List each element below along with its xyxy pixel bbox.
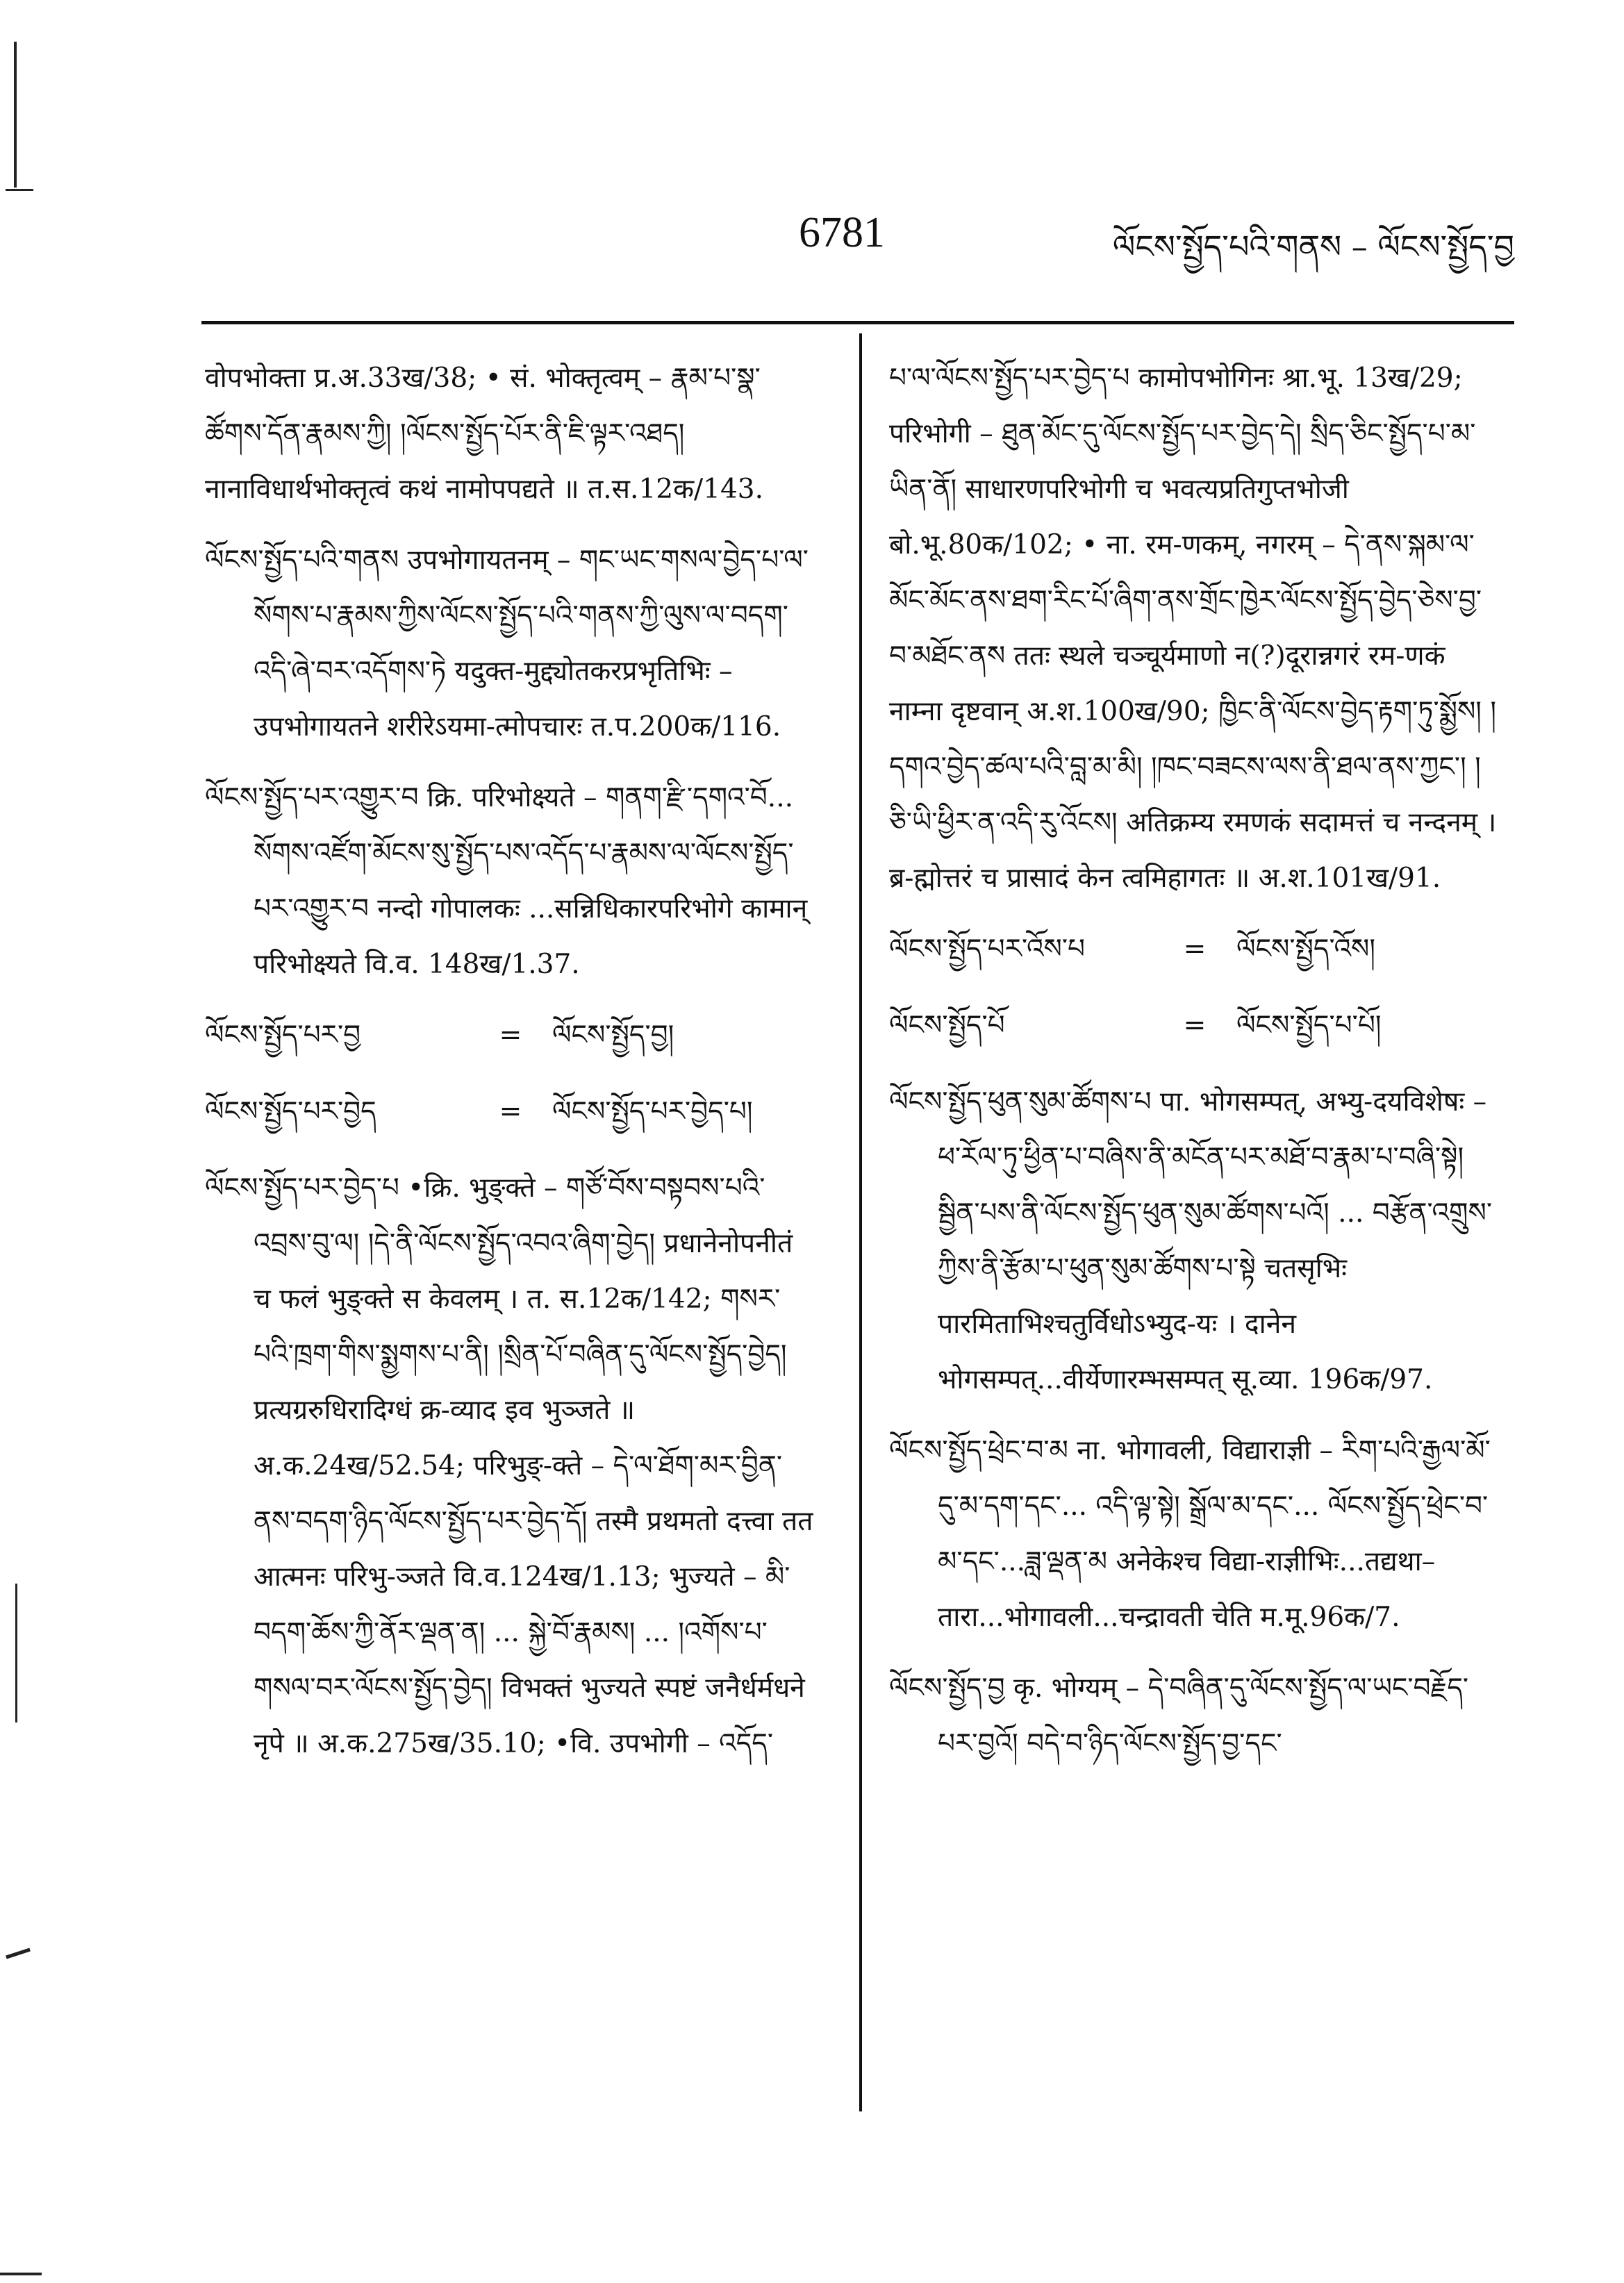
cross-reference [205, 1084, 816, 1140]
dictionary-entry [205, 770, 816, 993]
entry-text: ལོངས་སྤྱོད་པར་བྱེད་པ •क्रि. भुङ्क्ते – གཙོ་བོས་བསྟབས་པའི་འབྲས་བུ་ལ། །དེ་ནི་ལོངས་སྤྱོད་འབའ་ཞིག་བྱེད། प्रधानेनोपनीतं च फलं भुङ्क्ते स केवलम् । त. स.12क/142; གསར་པའི་ཁྲག་གིས་སྨྱགས་པ་ནི། །སྲིན་པོ་བཞིན་དུ་ལོངས་སྤྱོད་བྱེད། प्रत्यग्ररुधिरादिग्धं क्र-व्याद इव भुञ्जते ॥ अ.क.24ख/52.54; परिभुङ्-क्ते – དེ་ལ་ཐོག་མར་བྱིན་ནས་བདག་ཉིད་ལོངས་སྤྱོད་པར་བྱེད་དོ། तस्मै प्रथमतो दत्त्वा तत आत्मनः परिभु-ञ्जते वि.व.124ख/1.13; भुज्यते – མི་བདག་ཆོས་ཀྱི་ནོར་ལྡན་ན། ... སྐྱེ་བོ་རྣམས། ... །འགོས་པ་གསལ་བར་ལོངས་སྤྱོད་བྱེད། विभक्तं भुज्यते स्पष्टं जनैर्धर्मधने नृपे ॥ अ.क.275ख/35.10; •वि. उपभोगी – འདོད་ [205, 1172, 813, 1759]
xref-headword: ལོངས་སྤྱོད་པོ [889, 1010, 1005, 1041]
xref-target: ལོངས་སྤྱོད་འོས། [1236, 933, 1376, 965]
xref-headword: ལོངས་སྤྱོད་པར་བྱེད [205, 1096, 376, 1127]
scan-corner-mark [0, 2273, 42, 2275]
right-column [889, 351, 1500, 1787]
xref-headword: ལོངས་སྤྱོད་པར་འོས་པ [889, 933, 1086, 965]
column-divider [859, 333, 862, 2111]
scan-edge-mark [6, 189, 33, 191]
xref-equals: = [1183, 933, 1207, 965]
dictionary-entry [205, 1161, 816, 1772]
xref-target: ལོངས་སྤྱོད་པ་པོ། [1236, 1010, 1382, 1041]
left-column [205, 351, 816, 1787]
entry-text: ལོངས་སྤྱོད་ཕྲེང་བ་མ ना. भोगावली, विद्याराज्ञी – རིག་པའི་རྒྱལ་མོ་དུ་མ་དག་དང་... འདི་ལྟ་སྟེ། སྒྲོལ་མ་དང་... ལོངས་སྤྱོད་ཕྲེང་བ་མ་དང་...ཟླ་ལྡན་མ अनेकेश्च विद्या-राज्ञीभिः...तद्यथा–तारा...भोगावली...चन्द्रावती चेति म.मू.96क/7. [889, 1435, 1491, 1633]
dictionary-entry [889, 1074, 1500, 1408]
xref-headword: ལོངས་སྤྱོད་པར་བྱ [205, 1020, 361, 1051]
dictionary-entry [889, 1423, 1500, 1645]
dictionary-entry [205, 351, 816, 517]
dictionary-entry [889, 1661, 1500, 1772]
page-number: 6781 [799, 209, 885, 256]
dictionary-entry [889, 351, 1500, 906]
dictionary-entry [205, 533, 816, 755]
xref-target: ལོངས་སྤྱོད་བྱ། [552, 1020, 674, 1051]
entry-text: ལོངས་སྤྱོད་པར་འགྱུར་བ क्रि. परिभोक्ष्यते – གནག་རྫི་དགའ་བོ... སོགས་འཛོག་མོངས་སུ་སྤྱོད་པས་འདོད་པ་རྣམས་ལ་ལོངས་སྤྱོད་པར་འགྱུར་བ नन्दो गोपालकः ...सन्निधिकारपरिभोगे कामान् परिभोक्ष्यते वि.व. 148ख/1.37. [205, 782, 808, 980]
entry-text: ལོངས་སྤྱོད་བྱ कृ. भोग्यम् – དེ་བཞིན་དུ་ལོངས་སྤྱོད་ལ་ཡང་བརྗོད་པར་བྱའོ། བདེ་བ་ཉིད་ལོངས་སྤྱོད་བྱ་དང་ [889, 1672, 1469, 1759]
cross-reference [889, 922, 1500, 977]
entry-text: ལོངས་སྤྱོད་པའི་གནས उपभोगायतनम् – གང་ཡང་གསལ་བྱེད་པ་ལ་སོགས་པ་རྣམས་ཀྱིས་ལོངས་སྤྱོད་པའི་གནས་ཀྱི་ལུས་ལ་བདག་འདི་ཞེ་བར་འདོགས་ཏེ यदुक्त-मुद्द्योतकरप्रभृतिभिः – उपभोगायतने शरीरेऽयमा-त्मोपचारः त.प.200क/116. [205, 545, 809, 742]
entry-text: वोपभोक्ता प्र.अ.33ख/38; • सं. भोक्तृत्वम् – རྣམ་པ་སྣ་ཚོགས་དོན་རྣམས་ཀྱི། །ལོངས་སྤྱོད་པོར་ནི་ཇི་ལྟར་འཐད། नानाविधार्थभोक्तृत्वं कथं नामोपपद्यते ॥ त.स.12क/143. [205, 363, 763, 505]
cross-reference [205, 1008, 816, 1063]
entry-text: པ་ལ་ལོངས་སྤྱོད་པར་བྱེད་པ कामोपभोगिनः श्रा.भू. 13ख/29; परिभोगी – ཐུན་མོང་དུ་ལོངས་སྤྱོད་པར་བྱེད་དེ། སྲིད་ཅིང་སྤྱོད་པ་མ་ཡིན་ནོ། साधारणपरिभोगी च भवत्यप्रतिगुप्तभोजी बो.भू.80क/102; • ना. रम-णकम्, नगरम् – དེ་ནས་སྐམ་ལ་མོང་མོང་ནས་ཐག་རིང་པོ་ཞིག་ནས་གྲོང་ཁྱེར་ལོངས་སྤྱོད་བྱེད་ཅེས་བྱ་བ་མཐོང་ནས ततः स्थले चञ्चूर्यमाणो न(?)दूरान्नगरं रम-णकं नाम्ना दृष्टवान् अ.श.100ख/90; ཁྱིང་ནི་ལོངས་བྱེད་རྟག་ཏུ་སྨྱོས། །དགའ་བྱེད་ཚལ་པའི་བླ་མ་མི། །ཁང་བཟངས་ལས་ནི་ཐལ་ནས་ཀྱང་། །ཅི་ཡི་ཕྱིར་ན་འདི་རུ་འོངས། अतिक्रम्य रमणकं सदामत्तं च नन्दनम् । ब्र-ह्मोत्तरं च प्रासादं केन त्वमिहागतः ॥ अ.श.101ख/91. [889, 363, 1497, 894]
scan-corner-mark [6, 1948, 31, 1959]
xref-equals: = [499, 1020, 522, 1051]
xref-target: ལོངས་སྤྱོད་པར་བྱེད་པ། [552, 1096, 753, 1127]
scan-edge-line [15, 1584, 17, 1722]
xref-equals: = [1183, 1010, 1207, 1041]
entry-text: ལོངས་སྤྱོད་ཕུན་སུམ་ཚོགས་པ पा. भोगसम्पत्, अभ्यु-दयविशेषः – ཕ་རོལ་ཏུ་ཕྱིན་པ་བཞིས་ནི་མངོན་པར་མཐོ་བ་རྣམ་པ་བཞི་སྟེ། སྦྱིན་པས་ནི་ལོངས་སྤྱོད་ཕུན་སུམ་ཚོགས་པའོ། ... བརྩོན་འགྲུས་ཀྱིས་ནི་རྩོམ་པ་ཕུན་སུམ་ཚོགས་པ་སྟེ चतसृभिः पारमिताभिश्चतुर्विधोऽभ्युद-यः । दानेन भोगसम्पत्...वीर्येणारम्भसम्पत् सू.व्या. 196क/97. [889, 1086, 1493, 1395]
scan-edge-line [14, 42, 17, 188]
cross-reference [889, 998, 1500, 1054]
xref-equals: = [499, 1096, 522, 1127]
header-rule [201, 321, 1514, 324]
running-head: ལོངས་སྤྱོད་པའི་གནས – ལོངས་སྤྱོད་བྱ [1112, 228, 1514, 265]
